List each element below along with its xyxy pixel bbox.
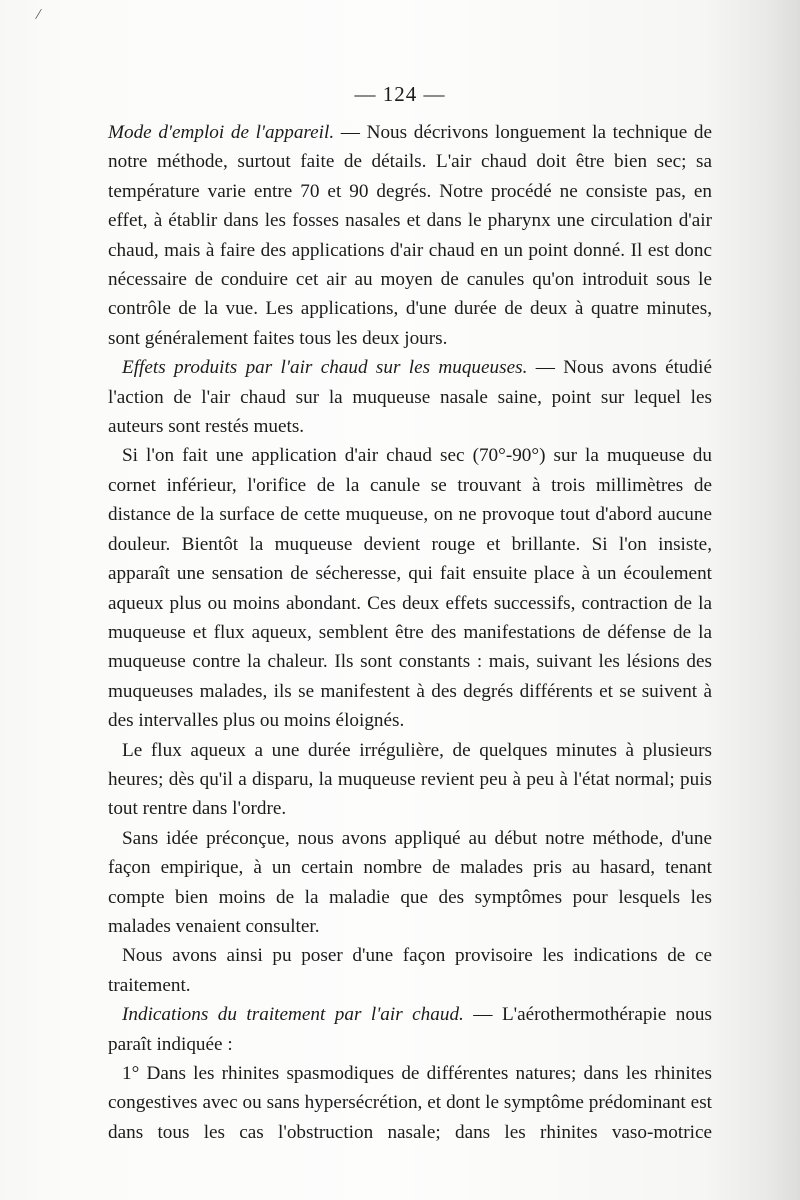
paragraph-application: Si l'on fait une application d'air chaud sec (70°-90°) sur la muqueuse du cornet inférieur, l'orifice de la canule se trouvant à trois millimètres de distance de la surface de cette muqueuse, on ne provoque tout d'abord aucune douleur. Bientôt la muqueuse devient rouge et brillante. Si l'on insiste, apparaît une sensation de sécheresse, qui fait ensuite place à un écoulement aqueux plus ou moins abondant. Ces deux effets successifs, contraction de la muqueuse et flux aqueux, semblent être des manifestations de défense de la muqueuse contre la chaleur. Ils sont constants : mais, suivant les lésions des muqueuses malades, ils se manifestent à des degrés différents et se suivent à des intervalles plus ou moins éloignés. <box>108 445 712 732</box>
section-heading-mode-emploi: Mode d'emploi de l'appareil. <box>108 122 335 143</box>
paragraph-rhinites: 1° Dans les rhinites spasmodiques de différentes natures; dans les rhinites congestives avec ou sans hypersécrétion, et dont le symptôme prédominant est dans tous les cas l'obstruction nasale; dans les rhinites vaso-motrice <box>108 1063 712 1143</box>
page-number: — 124 — <box>354 82 446 106</box>
body-text <box>108 118 712 1147</box>
paragraph-effets-produits <box>108 353 712 441</box>
paragraph-text: — L'aérothermothérapie nous paraît indiquée : <box>108 1004 712 1055</box>
paragraph-text: — Nous avons étudié l'action de l'air chaud sur la muqueuse nasale saine, point sur lequel les auteurs sont restés muets. <box>108 357 712 438</box>
section-heading-effets-produits: Effets produits par l'air chaud sur les muqueuses. <box>122 357 528 379</box>
margin-mark: / <box>34 5 43 24</box>
paragraph-text: — Nous décrivons longuement la technique de notre méthode, surtout faite de détails. L'air chaud doit être bien sec; sa température varie entre 70 et 90 degrés. Notre procédé ne consiste pas, en effet, à établir dans les fosses nasales et dans le pharynx une circulation d'air chaud, mais à faire des applications d'air chaud en un point donné. Il est donc nécessaire de conduire cet air au moyen de canules qu'on introduit sous le contrôle de la vue. Les applications, d'une durée de deux à quatre minutes, sont généralement faites tous les deux jours. <box>108 122 712 349</box>
paragraph-sans-idee: Sans idée préconçue, nous avons appliqué au début notre méthode, d'une façon empirique, à un certain nombre de malades pris au hasard, tenant compte bien moins de la maladie que des symptômes pour lesquels les malades venaient consulter. <box>108 827 712 937</box>
paragraph-flux-aqueux: Le flux aqueux a une durée irrégulière, de quelques minutes à plusieurs heures; dès qu'il a disparu, la muqueuse revient peu à peu à l'état normal; puis tout rentre dans l'ordre. <box>108 739 712 820</box>
paragraph-mode-emploi <box>108 118 712 353</box>
section-heading-indications: Indications du traitement par l'air chaud. <box>122 1004 464 1026</box>
paragraph-indications-provisoires: Nous avons ainsi pu poser d'une façon provisoire les indications de ce traitement. <box>108 945 712 996</box>
paragraph-indications <box>108 1000 712 1059</box>
